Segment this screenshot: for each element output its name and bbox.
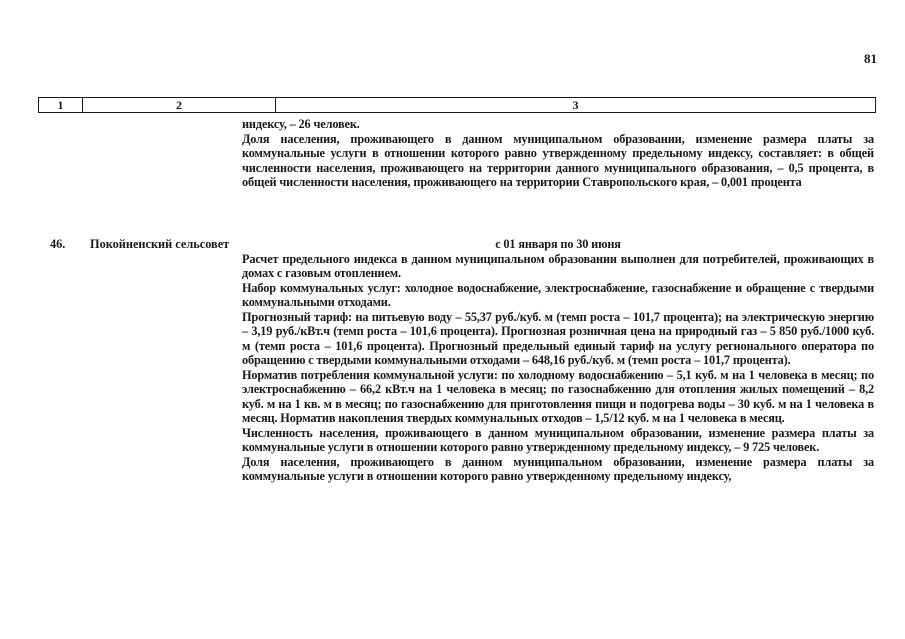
table-header: [38, 97, 876, 113]
page-number: 81: [864, 51, 877, 66]
table-header-col-3: 3: [572, 98, 579, 112]
population-share-paragraph: Доля населения, проживающего в данном муниципальном образовании, изменение размера платы за коммунальные услуги в отношении которого равно утвержденному предельному индексу, составляет: в общей численности населения, проживающего на территории данного муниципального образования, – 0,5 процента, в общей численности населения, проживающего на территории Ставропольского края, – 0,001 процента: [242, 131, 874, 189]
norms-paragraph: Норматив потребления коммунальной услуги: по холодному водоснабжению – 5,1 куб. м на 1 человека в месяц; по электроснабжению – 66,2 кВт.ч на 1 человека в месяц; по газоснабжению для отопления жилых помещений – 8,2 куб. м на 1 кв. м в месяц; по газоснабжению для приготовления пищи и подогрева воды – 30 куб. м на 1 человека в месяц. Норматив накопления твердых коммунальных отходов – 1,5/12 куб. м на 1 человека в месяц.: [242, 367, 874, 425]
population-share-paragraph: Доля населения, проживающего в данном муниципальном образовании, изменение размера платы за коммунальные услуги в отношении которого равно утвержденному предельному индексу,: [242, 454, 874, 483]
table-header-col-1: 1: [39, 98, 83, 112]
population-paragraph: Численность населения, проживающего в данном муниципальном образовании, изменение размера платы за коммунальные услуги в отношении которого равно утвержденному предельному индексу, – 9 725 человек.: [242, 425, 874, 454]
previous-row-continuation: [242, 117, 874, 190]
continuation-line: индексу, – 26 человек.: [242, 117, 360, 131]
table-header-col-2: 2: [83, 98, 276, 112]
municipality-details: [242, 237, 874, 484]
services-paragraph: Набор коммунальных услуг: холодное водоснабжение, электроснабжение, газоснабжение и обращение с твердыми коммунальными отходами.: [242, 280, 874, 309]
tariff-paragraph: Прогнозный тариф: на питьевую воду – 55,37 руб./куб. м (темп роста – 101,7 процента); на электрическую энергию – 3,19 руб./кВт.ч (темп роста – 101,6 процента). Прогнозная розничная цена на природный газ – 5 850 руб./1000 куб. м (темп роста – 101,6 процента). Прогнозный предельный единый тариф на услугу регионального оператора по обращению с твердыми коммунальными отходами – 648,16 руб./куб. м (темп роста – 101,7 процента).: [242, 309, 874, 367]
row-number: 46.: [50, 237, 66, 251]
municipality-name: Покойненский сельсовет: [90, 237, 230, 251]
period-heading: с 01 января по 30 июня: [495, 237, 621, 251]
calculation-paragraph: Расчет предельного индекса в данном муниципальном образовании выполнен для потребителей, проживающих в домах с газовым отоплением.: [242, 251, 874, 280]
